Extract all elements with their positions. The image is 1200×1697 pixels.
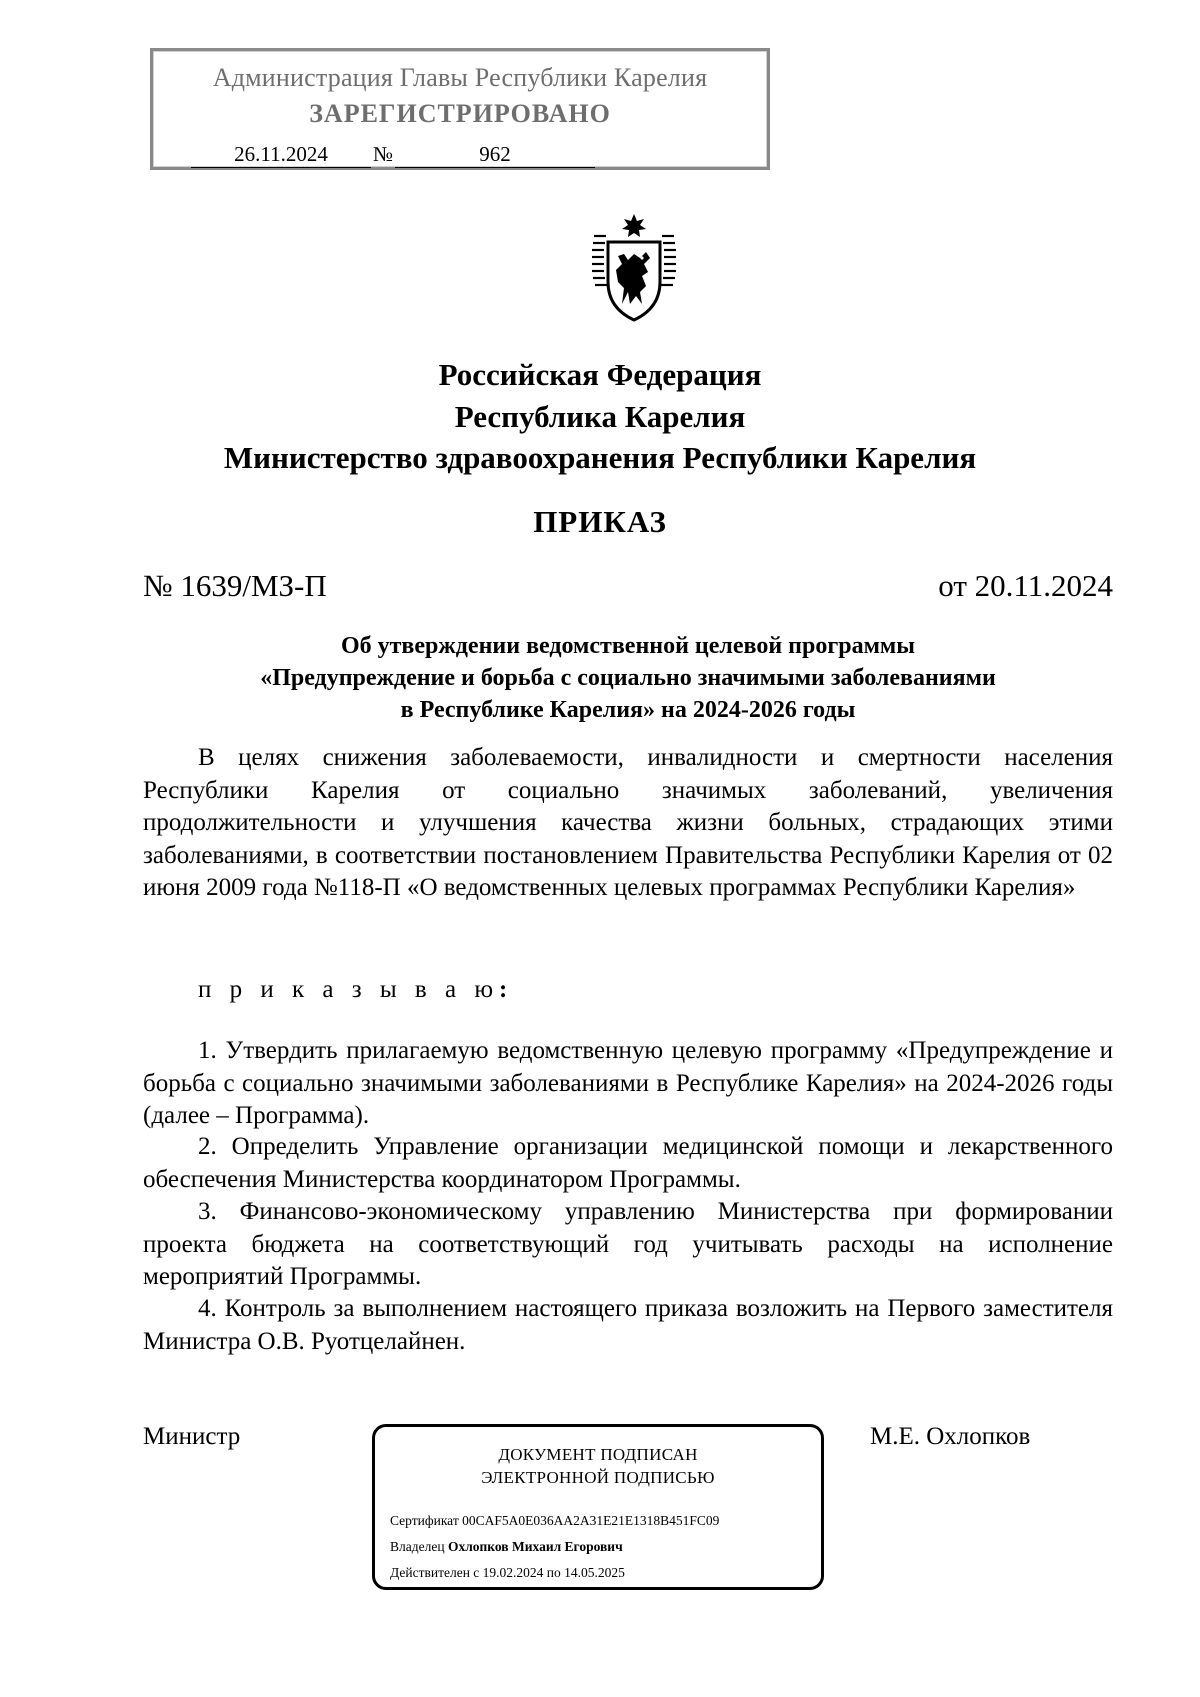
subject-line-1: Об утверждении ведомственной целевой программы (340, 633, 916, 659)
valid-to: 14.05.2025 (564, 1565, 625, 1580)
valid-to-label: по (546, 1565, 561, 1580)
order-number: № 1639/МЗ-П (143, 568, 327, 603)
header-country: Российская Федерация (438, 357, 762, 392)
e-sign-heading-1: ДОКУМЕНТ ПОДПИСАН (498, 1445, 698, 1464)
registration-stamp (150, 48, 770, 170)
e-sign-owner-row (390, 1539, 623, 1555)
document-type: ПРИКАЗ (533, 504, 667, 539)
order-item: 2. Определить Управление организации медицинской помощи и лекарственного обеспечения Министерства координатором Программы. (143, 1133, 1113, 1193)
registration-status: ЗАРЕГИСТРИРОВАНО (309, 99, 611, 128)
certificate-value: 00CAF5A0E036AA2A31E21E1318B451FC09 (462, 1513, 720, 1528)
order-item: 3. Финансово-экономическому управлению Министерства при формировании проекта бюджета на соответствующий год учитывать расходы на исполнение мероприятий Программы. (143, 1198, 1113, 1291)
valid-label: Действителен с (390, 1565, 480, 1580)
registration-number-label: № (372, 142, 394, 166)
certificate-label: Сертификат (390, 1513, 459, 1528)
signatory-role: Министр (143, 1423, 241, 1450)
order-date: от 20.11.2024 (938, 568, 1113, 603)
registration-authority: Администрация Главы Республики Карелия (212, 63, 708, 92)
registration-number: 962 (395, 142, 595, 168)
valid-from: 19.02.2024 (482, 1565, 544, 1580)
registration-details (191, 142, 595, 168)
owner-value: Охлопков Михаил Егорович (447, 1539, 623, 1554)
e-sign-heading-2: ЭЛЕКТРОННОЙ ПОДПИСЬЮ (481, 1468, 715, 1487)
header-region: Республика Карелия (454, 399, 746, 434)
owner-label: Владелец (390, 1539, 445, 1554)
directive-colon: : (499, 976, 508, 1003)
directive-text: п р и к а з ы в а ю (198, 976, 499, 1003)
registration-date: 26.11.2024 (191, 142, 371, 168)
order-item: 4. Контроль за выполнением настоящего приказа возложить на Первого заместителя Министра О.В. Руотцелайнен. (143, 1295, 1113, 1355)
subject-line-3: в Республике Карелия» на 2024-2026 годы (400, 697, 856, 723)
directive-word (198, 976, 507, 1004)
electronic-signature-stamp (372, 1424, 824, 1590)
intro-paragraph: В целях снижения заболеваемости, инвалидности и смертности населения Республики Карелия от социально значимых заболеваний, увеличения продолжительности и улучшения качества жизни больных, страдающих этими заболеваниями, в соответствии постановлением Правительства Республики Карелия от 02 июня 2009 года №118-П «О ведомственных целевых программах Республики Карелия» (143, 744, 1113, 902)
order-item: 1. Утвердить прилагаемую ведомственную целевую программу «Предупреждение и борьба с социально значимыми заболеваниями в Республике Карелия» на 2024-2026 годы (далее – Программа). (143, 1037, 1113, 1130)
e-sign-validity-row (390, 1565, 625, 1581)
e-sign-certificate-row (390, 1513, 719, 1529)
header-ministry: Министерство здравоохранения Республики Карелия (223, 440, 977, 475)
subject-line-2: «Предупреждение и борьба с социально значимыми заболеваниями (260, 665, 996, 691)
signatory-name: М.Е. Охлопков (870, 1423, 1031, 1450)
karelia-coat-of-arms-icon (588, 212, 680, 324)
